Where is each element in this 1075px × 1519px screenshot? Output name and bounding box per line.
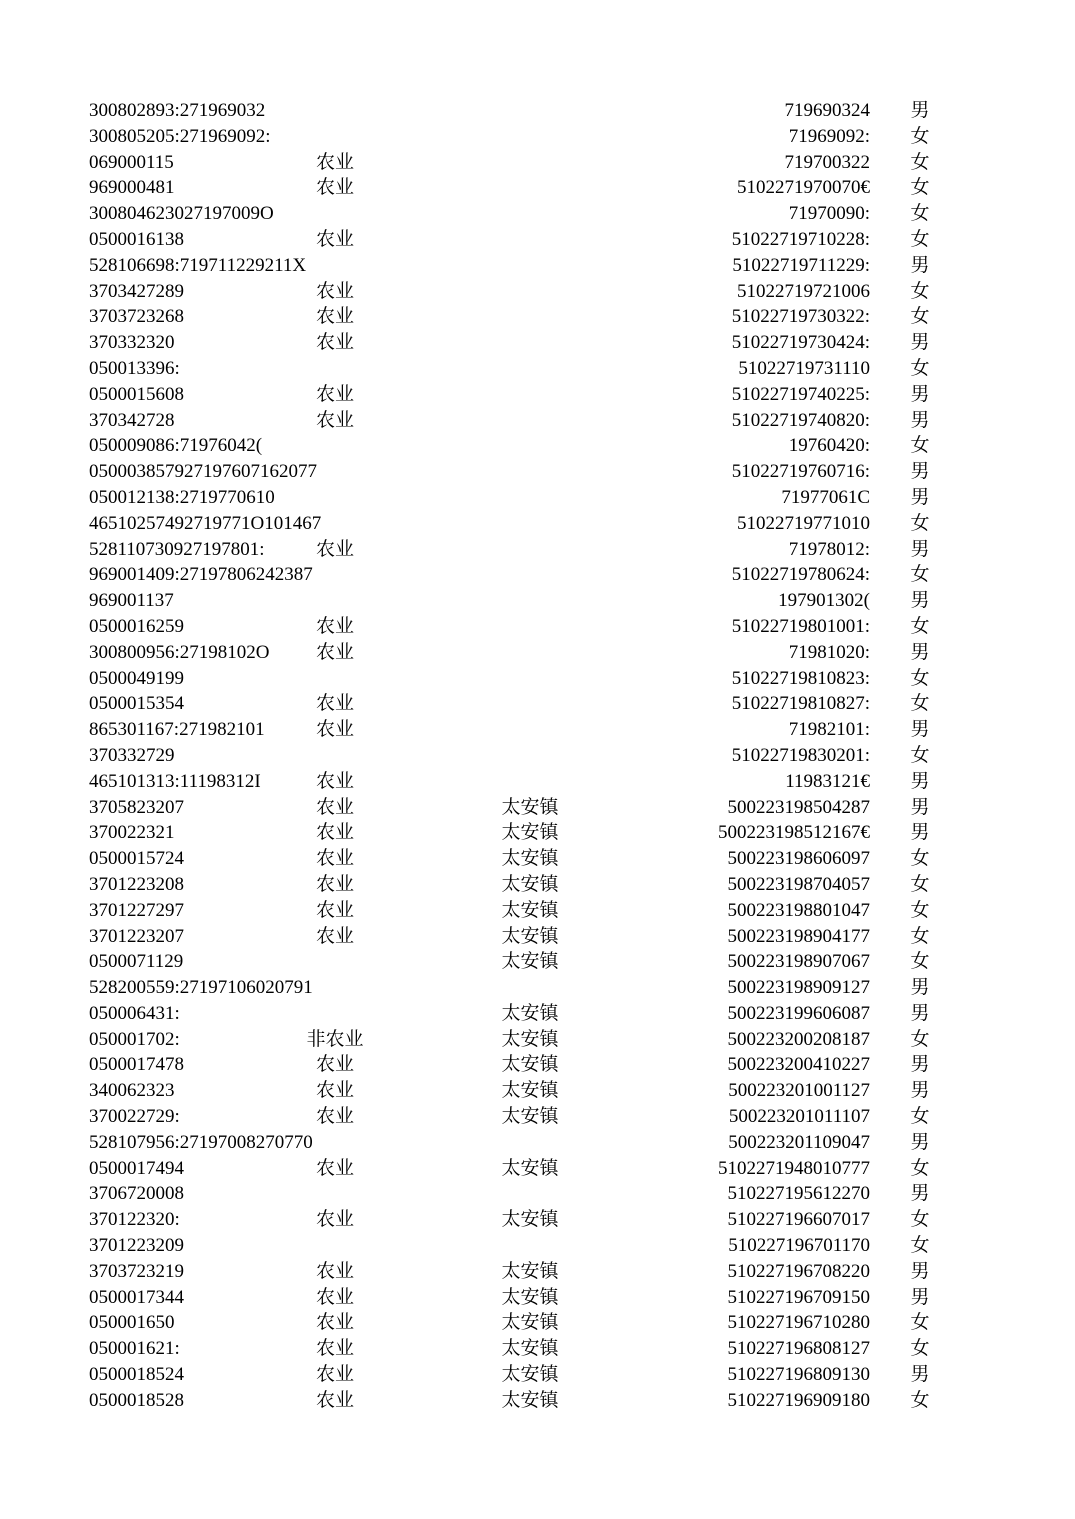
hukou-type-cell[interactable]: 农业 xyxy=(315,1054,354,1076)
hukou-type-cell[interactable]: 农业 xyxy=(315,1338,354,1360)
id-number-cell[interactable]: 51022719760716: xyxy=(731,461,870,483)
hukou-type-cell[interactable]: 农业 xyxy=(315,1389,354,1411)
id-number-cell[interactable]: 71969092: xyxy=(788,125,870,147)
id-number-cell[interactable]: 51022719780624: xyxy=(731,564,870,586)
id-cell[interactable]: 050001702: xyxy=(89,1028,180,1050)
id-cell[interactable]: 370022321 xyxy=(89,822,175,844)
id-cell[interactable]: 3701223208 xyxy=(89,873,184,895)
table-row[interactable] xyxy=(0,537,1075,563)
gender-cell[interactable]: 女 xyxy=(910,203,930,225)
id-number-cell[interactable]: 51022719810823: xyxy=(731,667,870,689)
id-cell[interactable]: 528200559:27197106020791 xyxy=(89,977,313,999)
id-cell[interactable]: 050003857927197607162077 xyxy=(89,461,317,483)
id-cell[interactable]: 0500016138 xyxy=(89,228,184,250)
table-row[interactable] xyxy=(0,227,1075,253)
gender-cell[interactable]: 男 xyxy=(910,254,930,276)
gender-cell[interactable]: 女 xyxy=(910,1235,930,1257)
gender-cell[interactable]: 女 xyxy=(910,1028,930,1050)
hukou-type-cell[interactable]: 农业 xyxy=(315,332,354,354)
id-number-cell[interactable]: 500223199606087 xyxy=(727,1002,870,1024)
id-number-cell[interactable]: 719700322 xyxy=(784,151,870,173)
id-number-cell[interactable]: 51022719830201: xyxy=(731,744,870,766)
table-row[interactable] xyxy=(0,485,1075,511)
id-number-cell[interactable]: 51022719710228: xyxy=(731,228,870,250)
gender-cell[interactable]: 男 xyxy=(910,719,930,741)
table-row[interactable] xyxy=(0,98,1075,124)
gender-cell[interactable]: 女 xyxy=(910,357,930,379)
id-cell[interactable]: 3701227297 xyxy=(89,899,184,921)
hukou-type-cell[interactable]: 农业 xyxy=(315,873,354,895)
gender-cell[interactable]: 女 xyxy=(910,1312,930,1334)
gender-cell[interactable]: 女 xyxy=(910,564,930,586)
table-row[interactable] xyxy=(0,898,1075,924)
town-cell[interactable]: 太安镇 xyxy=(501,848,559,870)
id-number-cell[interactable]: 71977061C xyxy=(781,486,870,508)
hukou-type-cell[interactable]: 农业 xyxy=(315,1260,354,1282)
hukou-type-cell[interactable]: 农业 xyxy=(315,796,354,818)
table-row[interactable] xyxy=(0,253,1075,279)
id-cell[interactable]: 0500017344 xyxy=(89,1286,184,1308)
gender-cell[interactable]: 男 xyxy=(910,383,930,405)
hukou-type-cell[interactable]: 农业 xyxy=(315,228,354,250)
table-row[interactable] xyxy=(0,1362,1075,1388)
id-cell[interactable]: 370332320 xyxy=(89,332,175,354)
id-cell[interactable]: 370332729 xyxy=(89,744,175,766)
gender-cell[interactable]: 女 xyxy=(910,848,930,870)
gender-cell[interactable]: 女 xyxy=(910,925,930,947)
id-cell[interactable]: 528107956:27197008270770 xyxy=(89,1131,313,1153)
id-number-cell[interactable]: 500223201011107 xyxy=(728,1106,870,1128)
town-cell[interactable]: 太安镇 xyxy=(501,1338,559,1360)
id-cell[interactable]: 3701223207 xyxy=(89,925,184,947)
id-cell[interactable]: 465101313:11198312I xyxy=(89,770,261,792)
hukou-type-cell[interactable]: 农业 xyxy=(315,1364,354,1386)
id-number-cell[interactable]: 500223198504287 xyxy=(727,796,870,818)
hukou-type-cell[interactable]: 农业 xyxy=(315,306,354,328)
gender-cell[interactable]: 男 xyxy=(910,409,930,431)
id-cell[interactable]: 370122320: xyxy=(89,1209,180,1231)
town-cell[interactable]: 太安镇 xyxy=(501,796,559,818)
id-cell[interactable]: 050001621: xyxy=(89,1338,180,1360)
id-cell[interactable]: 528106698:719711229211X xyxy=(89,254,307,276)
id-number-cell[interactable]: 5102271970070€ xyxy=(737,177,870,199)
id-cell[interactable]: 3701223209 xyxy=(89,1235,184,1257)
town-cell[interactable]: 太安镇 xyxy=(501,899,559,921)
gender-cell[interactable]: 男 xyxy=(910,1183,930,1205)
id-cell[interactable]: 969001409:27197806242387 xyxy=(89,564,313,586)
table-row[interactable] xyxy=(0,124,1075,150)
id-number-cell[interactable]: 500223198512167€ xyxy=(718,822,870,844)
table-row[interactable] xyxy=(0,330,1075,356)
hukou-type-cell[interactable]: 农业 xyxy=(315,719,354,741)
table-row[interactable] xyxy=(0,1130,1075,1156)
table-row[interactable] xyxy=(0,872,1075,898)
gender-cell[interactable]: 男 xyxy=(910,332,930,354)
table-row[interactable] xyxy=(0,304,1075,330)
town-cell[interactable]: 太安镇 xyxy=(501,1002,559,1024)
gender-cell[interactable]: 女 xyxy=(910,228,930,250)
hukou-type-cell[interactable]: 农业 xyxy=(315,641,354,663)
id-cell[interactable]: 300802893:271969032 xyxy=(89,100,266,121)
table-row[interactable] xyxy=(0,279,1075,305)
id-cell[interactable]: 050009086:71976042( xyxy=(89,435,263,457)
table-row[interactable] xyxy=(0,1336,1075,1362)
hukou-type-cell[interactable]: 农业 xyxy=(315,151,354,173)
id-number-cell[interactable]: 500223198907067 xyxy=(727,951,870,973)
table-row[interactable] xyxy=(0,691,1075,717)
gender-cell[interactable]: 男 xyxy=(910,977,930,999)
id-cell[interactable]: 969001137 xyxy=(89,590,174,612)
id-number-cell[interactable]: 500223198801047 xyxy=(727,899,870,921)
id-number-cell[interactable]: 510227196808127 xyxy=(727,1338,870,1360)
hukou-type-cell[interactable]: 农业 xyxy=(315,1209,354,1231)
table-row[interactable] xyxy=(0,201,1075,227)
town-cell[interactable]: 太安镇 xyxy=(501,1312,559,1334)
hukou-type-cell[interactable]: 农业 xyxy=(315,383,354,405)
table-row[interactable] xyxy=(0,924,1075,950)
gender-cell[interactable]: 男 xyxy=(910,1002,930,1024)
town-cell[interactable]: 太安镇 xyxy=(501,873,559,895)
id-number-cell[interactable]: 51022719711229: xyxy=(732,254,870,276)
gender-cell[interactable]: 女 xyxy=(910,899,930,921)
gender-cell[interactable]: 女 xyxy=(910,177,930,199)
hukou-type-cell[interactable]: 农业 xyxy=(315,615,354,637)
gender-cell[interactable]: 男 xyxy=(910,1131,930,1153)
hukou-type-cell[interactable]: 农业 xyxy=(315,770,354,792)
id-number-cell[interactable]: 500223201001127 xyxy=(728,1080,870,1102)
gender-cell[interactable]: 女 xyxy=(910,512,930,534)
table-row[interactable] xyxy=(0,511,1075,537)
table-row[interactable] xyxy=(0,795,1075,821)
table-row[interactable] xyxy=(0,175,1075,201)
id-number-cell[interactable]: 51022719740225: xyxy=(731,383,870,405)
id-cell[interactable]: 0500018524 xyxy=(89,1364,184,1386)
id-cell[interactable]: 050001650 xyxy=(89,1312,175,1334)
gender-cell[interactable]: 女 xyxy=(910,693,930,715)
id-number-cell[interactable]: 51022719730322: xyxy=(731,306,870,328)
id-cell[interactable]: 0500017494 xyxy=(89,1157,184,1179)
id-cell[interactable]: 0500071129 xyxy=(89,951,184,973)
table-row[interactable] xyxy=(0,1233,1075,1259)
hukou-type-cell[interactable]: 农业 xyxy=(315,848,354,870)
table-row[interactable] xyxy=(0,150,1075,176)
id-number-cell[interactable]: 51022719740820: xyxy=(731,409,870,431)
hukou-type-cell[interactable]: 农业 xyxy=(315,177,354,199)
id-cell[interactable]: 050013396: xyxy=(89,357,180,379)
table-row[interactable] xyxy=(0,614,1075,640)
id-cell[interactable]: 0500015724 xyxy=(89,848,184,870)
table-row[interactable] xyxy=(0,1001,1075,1027)
town-cell[interactable]: 太安镇 xyxy=(501,1106,559,1128)
table-row[interactable] xyxy=(0,562,1075,588)
table-row[interactable] xyxy=(0,1259,1075,1285)
id-number-cell[interactable]: 51022719810827: xyxy=(731,693,870,715)
id-number-cell[interactable]: 51022719730424: xyxy=(731,332,870,354)
spreadsheet-body xyxy=(0,98,1075,1414)
id-number-cell[interactable]: 510227196710280 xyxy=(727,1312,870,1334)
table-row[interactable] xyxy=(0,1310,1075,1336)
gender-cell[interactable]: 女 xyxy=(910,1389,930,1411)
gender-cell[interactable]: 男 xyxy=(910,822,930,844)
town-cell[interactable]: 太安镇 xyxy=(501,925,559,947)
id-cell[interactable]: 370022729: xyxy=(89,1106,180,1128)
id-cell[interactable]: 3705823207 xyxy=(89,796,184,818)
gender-cell[interactable]: 男 xyxy=(910,1364,930,1386)
gender-cell[interactable]: 男 xyxy=(910,796,930,818)
id-number-cell[interactable]: 5102271948010777 xyxy=(718,1157,870,1179)
id-cell[interactable]: 0500049199 xyxy=(89,667,184,689)
id-cell[interactable]: 050012138:2719770610 xyxy=(89,486,275,508)
id-number-cell[interactable]: 51022719801001: xyxy=(731,615,870,637)
id-number-cell[interactable]: 71981020: xyxy=(788,641,870,663)
id-number-cell[interactable]: 71970090: xyxy=(788,203,870,225)
id-number-cell[interactable]: 51022719731110 xyxy=(738,357,870,379)
table-row[interactable] xyxy=(0,1078,1075,1104)
id-cell[interactable]: 3703427289 xyxy=(89,280,184,302)
id-number-cell[interactable]: 11983121€ xyxy=(785,770,870,792)
id-number-cell[interactable]: 19760420: xyxy=(788,435,870,457)
gender-cell[interactable]: 男 xyxy=(910,486,930,508)
gender-cell[interactable]: 男 xyxy=(910,1080,930,1102)
table-row[interactable] xyxy=(0,1027,1075,1053)
gender-cell[interactable]: 女 xyxy=(910,1338,930,1360)
gender-cell[interactable]: 男 xyxy=(910,641,930,663)
table-row[interactable] xyxy=(0,640,1075,666)
town-cell[interactable]: 太安镇 xyxy=(501,1364,559,1386)
id-cell[interactable]: 069000115 xyxy=(89,151,174,173)
id-number-cell[interactable]: 500223200208187 xyxy=(727,1028,870,1050)
gender-cell[interactable]: 女 xyxy=(910,1157,930,1179)
id-cell[interactable]: 300805205:271969092: xyxy=(89,125,271,147)
id-number-cell[interactable]: 510227196607017 xyxy=(727,1209,870,1231)
town-cell[interactable]: 太安镇 xyxy=(501,1260,559,1282)
gender-cell[interactable]: 女 xyxy=(910,306,930,328)
table-row[interactable] xyxy=(0,1388,1075,1414)
id-cell[interactable]: 3703723219 xyxy=(89,1260,184,1282)
id-number-cell[interactable]: 51022719771010 xyxy=(737,512,870,534)
gender-cell[interactable]: 男 xyxy=(910,538,930,560)
hukou-type-cell[interactable]: 农业 xyxy=(315,1106,354,1128)
gender-cell[interactable]: 男 xyxy=(910,1054,930,1076)
hukou-type-cell[interactable]: 农业 xyxy=(315,1286,354,1308)
id-cell[interactable]: 969000481 xyxy=(89,177,175,199)
table-row[interactable] xyxy=(0,1052,1075,1078)
table-row[interactable] xyxy=(0,588,1075,614)
id-number-cell[interactable]: 500223198904177 xyxy=(727,925,870,947)
table-row[interactable] xyxy=(0,382,1075,408)
id-cell[interactable]: 3703723268 xyxy=(89,306,184,328)
hukou-type-cell[interactable]: 农业 xyxy=(315,925,354,947)
id-cell[interactable]: 0500015608 xyxy=(89,383,184,405)
id-cell[interactable]: 300804623027197009O xyxy=(89,203,274,225)
id-number-cell[interactable]: 500223201109047 xyxy=(728,1131,870,1153)
table-row[interactable] xyxy=(0,459,1075,485)
id-number-cell[interactable]: 71978012: xyxy=(788,538,870,560)
gender-cell[interactable]: 女 xyxy=(910,280,930,302)
town-cell[interactable]: 太安镇 xyxy=(501,1054,559,1076)
gender-cell[interactable]: 女 xyxy=(910,615,930,637)
id-cell[interactable]: 0500015354 xyxy=(89,693,184,715)
table-row[interactable] xyxy=(0,846,1075,872)
id-number-cell[interactable]: 500223198606097 xyxy=(727,848,870,870)
gender-cell[interactable]: 女 xyxy=(910,744,930,766)
gender-cell[interactable]: 女 xyxy=(910,125,930,147)
gender-cell[interactable]: 女 xyxy=(910,435,930,457)
hukou-type-cell[interactable]: 农业 xyxy=(315,538,354,560)
town-cell[interactable]: 太安镇 xyxy=(501,1157,559,1179)
hukou-type-cell[interactable]: 农业 xyxy=(315,1080,354,1102)
hukou-type-cell[interactable]: 非农业 xyxy=(306,1028,364,1050)
table-row[interactable] xyxy=(0,1104,1075,1130)
gender-cell[interactable]: 男 xyxy=(910,100,930,121)
id-number-cell[interactable]: 510227196709150 xyxy=(727,1286,870,1308)
table-row[interactable] xyxy=(0,1285,1075,1311)
hukou-type-cell[interactable]: 农业 xyxy=(315,899,354,921)
gender-cell[interactable]: 女 xyxy=(910,873,930,895)
id-number-cell[interactable]: 51022719721006 xyxy=(737,280,870,302)
town-cell[interactable]: 太安镇 xyxy=(501,1389,559,1411)
gender-cell[interactable]: 女 xyxy=(910,1209,930,1231)
table-row[interactable] xyxy=(0,408,1075,434)
id-number-cell[interactable]: 510227195612270 xyxy=(727,1183,870,1205)
gender-cell[interactable]: 男 xyxy=(910,1260,930,1282)
id-cell[interactable]: 528110730927197801: xyxy=(89,538,265,560)
table-row[interactable] xyxy=(0,743,1075,769)
id-number-cell[interactable]: 510227196909180 xyxy=(727,1389,870,1411)
hukou-type-cell[interactable]: 农业 xyxy=(315,822,354,844)
id-cell[interactable]: 865301167:271982101 xyxy=(89,719,265,741)
gender-cell[interactable]: 男 xyxy=(910,461,930,483)
town-cell[interactable]: 太安镇 xyxy=(501,1209,559,1231)
table-row[interactable] xyxy=(0,433,1075,459)
id-number-cell[interactable]: 719690324 xyxy=(784,100,870,121)
gender-cell[interactable]: 男 xyxy=(910,770,930,792)
id-number-cell[interactable]: 500223198704057 xyxy=(727,873,870,895)
id-cell[interactable]: 3706720008 xyxy=(89,1183,184,1205)
id-cell[interactable]: 0500018528 xyxy=(89,1389,184,1411)
table-row[interactable] xyxy=(0,717,1075,743)
hukou-type-cell[interactable]: 农业 xyxy=(315,693,354,715)
hukou-type-cell[interactable]: 农业 xyxy=(315,409,354,431)
town-cell[interactable]: 太安镇 xyxy=(501,1286,559,1308)
id-cell[interactable]: 300800956:27198102O xyxy=(89,641,270,663)
gender-cell[interactable]: 女 xyxy=(910,667,930,689)
table-row[interactable] xyxy=(0,666,1075,692)
gender-cell[interactable]: 女 xyxy=(910,151,930,173)
town-cell[interactable]: 太安镇 xyxy=(501,822,559,844)
id-cell[interactable]: 340062323 xyxy=(89,1080,175,1102)
id-number-cell[interactable]: 197901302( xyxy=(778,590,870,612)
table-row[interactable] xyxy=(0,1156,1075,1182)
table-row[interactable] xyxy=(0,1207,1075,1233)
gender-cell[interactable]: 女 xyxy=(910,951,930,973)
hukou-type-cell[interactable]: 农业 xyxy=(315,1312,354,1334)
table-row[interactable] xyxy=(0,820,1075,846)
id-cell[interactable]: 0500017478 xyxy=(89,1054,184,1076)
id-cell[interactable]: 0500016259 xyxy=(89,615,184,637)
table-row[interactable] xyxy=(0,1181,1075,1207)
gender-cell[interactable]: 女 xyxy=(910,1106,930,1128)
id-cell[interactable]: 46510257492719771O101467 xyxy=(89,512,322,534)
table-row[interactable] xyxy=(0,769,1075,795)
id-number-cell[interactable]: 71982101: xyxy=(788,719,870,741)
gender-cell[interactable]: 男 xyxy=(910,590,930,612)
table-row[interactable] xyxy=(0,356,1075,382)
town-cell[interactable]: 太安镇 xyxy=(501,951,559,973)
id-number-cell[interactable]: 510227196809130 xyxy=(727,1364,870,1386)
table-row[interactable] xyxy=(0,949,1075,975)
gender-cell[interactable]: 男 xyxy=(910,1286,930,1308)
id-number-cell[interactable]: 500223200410227 xyxy=(727,1054,870,1076)
table-row[interactable] xyxy=(0,975,1075,1001)
id-cell[interactable]: 370342728 xyxy=(89,409,175,431)
hukou-type-cell[interactable]: 农业 xyxy=(315,1157,354,1179)
id-number-cell[interactable]: 500223198909127 xyxy=(727,977,870,999)
id-cell[interactable]: 050006431: xyxy=(89,1002,180,1024)
town-cell[interactable]: 太安镇 xyxy=(501,1080,559,1102)
town-cell[interactable]: 太安镇 xyxy=(501,1028,559,1050)
hukou-type-cell[interactable]: 农业 xyxy=(315,280,354,302)
id-number-cell[interactable]: 510227196708220 xyxy=(727,1260,870,1282)
id-number-cell[interactable]: 510227196701170 xyxy=(728,1235,870,1257)
